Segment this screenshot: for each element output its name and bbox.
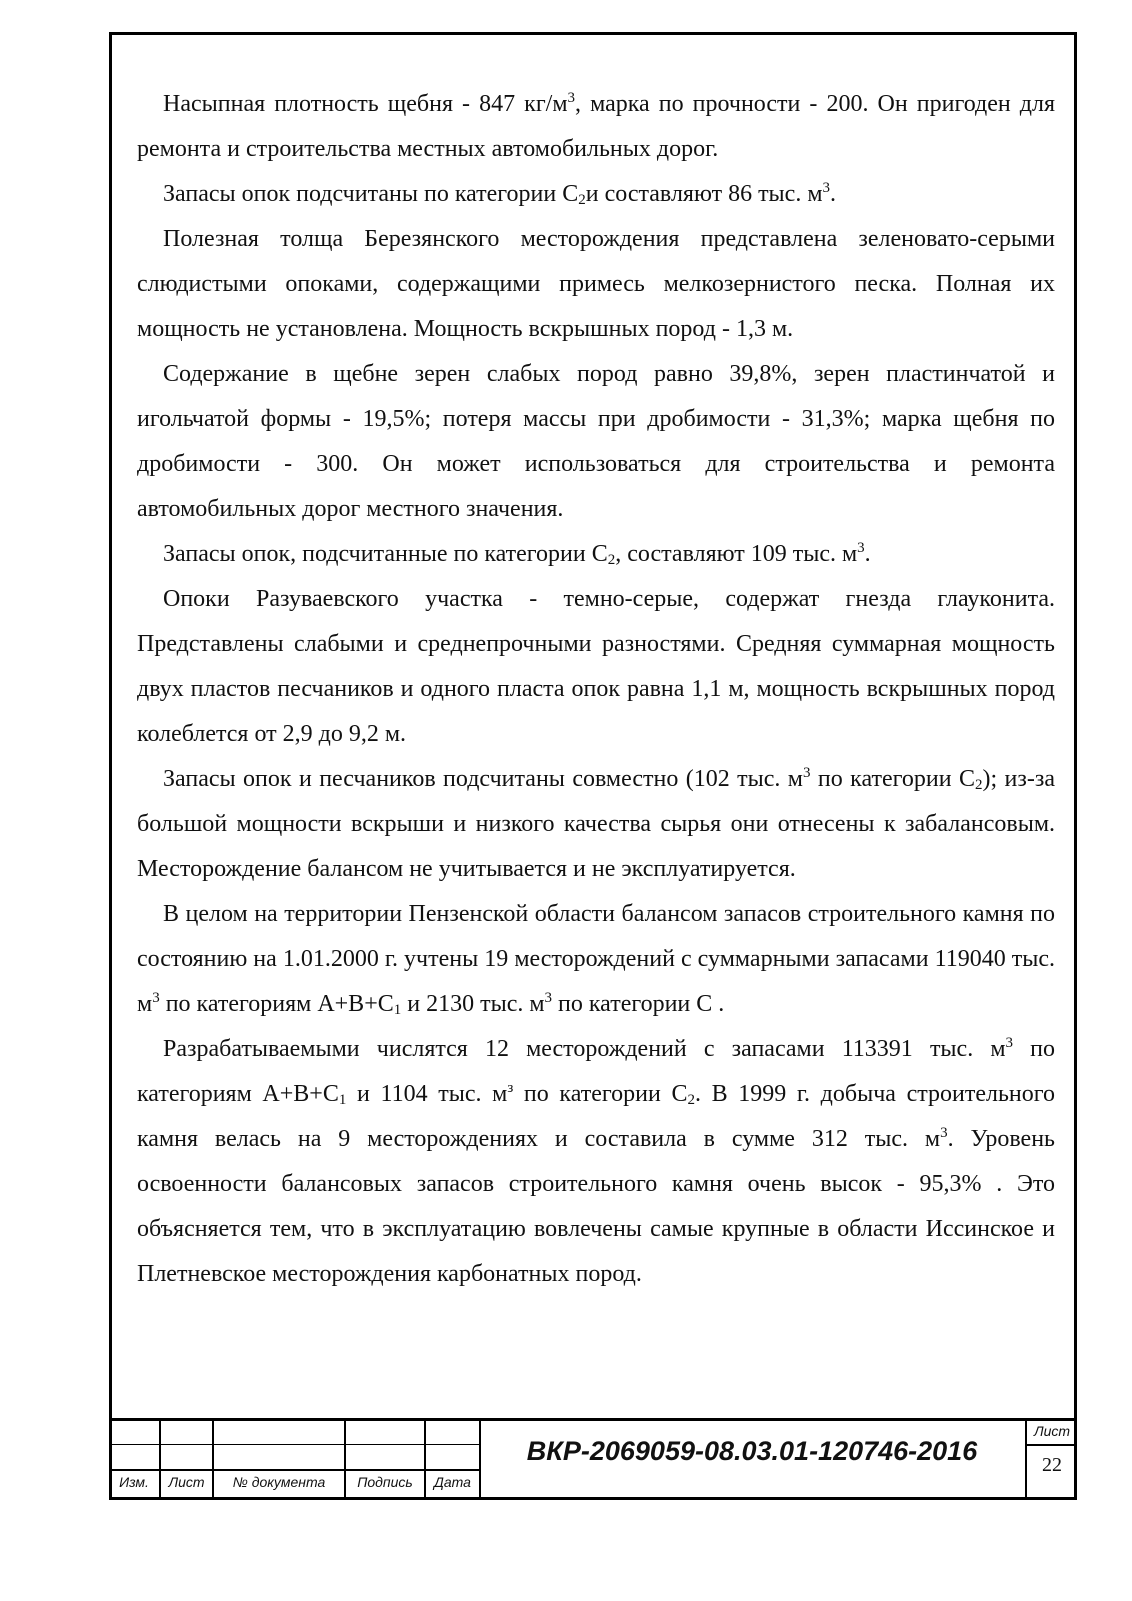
paragraph: Насыпная плотность щебня - 847 $кг/м^3$, марка по прочности - 200. Он пригоден для ремонта и строительства местных автомобильных дорог. [137, 90, 1055, 162]
sheet-number: 22 [1042, 1454, 1062, 1476]
document-code: ВКР-2069059-08.03.01-120746-2016 [526, 1436, 978, 1466]
title-block [109, 1418, 1077, 1500]
paragraph: Опоки Разуваевского участка - темно-серые, содержат гнезда глауконита. Представлены слабыми и среднепрочными разностями. Средняя суммарная мощность двух пластов песчаников и одного пласта опок равна 1,1 м, мощность вскрышных пород колеблется от 2,9 до 9,2 м. [137, 586, 1055, 747]
stamp-caption-date: Дата [434, 1474, 471, 1490]
sheet-label: Лист [1033, 1423, 1071, 1439]
stamp-caption-list: Лист [168, 1474, 205, 1490]
stamp-line [1027, 1444, 1077, 1446]
stamp-caption-signature: Подпись [357, 1474, 413, 1490]
paragraph: Запасы опок и песчаников подсчитаны совместно (102 тыс. $м^3$ по категории $С_2$); из-за большой мощности вскрыши и низкого качества сырья они отнесены к забалансовым. Месторождение балансом не учитывается и не эксплуатируется. [137, 765, 1055, 882]
paragraph: Содержание в щебне зерен слабых пород равно 39,8%, зерен пластинчатой и игольчатой формы - 19,5%; потеря массы при дробимости - 31,3%; марка щебня по дробимости - 300. Он может использоваться для строительства и ремонта автомобильных дорог местного значения. [137, 361, 1055, 522]
stamp-caption-izm: Изм. [119, 1474, 149, 1490]
stamp-line [109, 1418, 1077, 1421]
stamp-caption-document: № документа [232, 1474, 326, 1490]
document-body [137, 82, 1055, 1297]
paragraph: Запасы опок подсчитаны по категории $С_2и$ составляют 86 тыс. $м^3$. [163, 180, 837, 208]
paragraph: Полезная толща Березянского месторождения представлена зеленовато-серыми слюдистыми опоками, содержащими примесь мелкозернистого песка. Полная их мощность не установлена. Мощность вскрышных пород - 1,3 м. [137, 226, 1055, 342]
paragraph: Запасы опок, подсчитанные по категории $С_2$, составляют 109 тыс. $м^3$. [163, 540, 871, 568]
paragraph: В целом на территории Пензенской области балансом запасов строительного камня по состоянию на 1.01.2000 г. учтены 19 месторождений с суммарными запасами 119040 тыс. $м^3$ по категориям $А+В+С_1$ и 2130 тыс. $м^3$ по категории С . [137, 901, 1055, 1018]
paragraph: Разрабатываемыми числятся 12 месторождений с запасами 113391 тыс. $м^3$ по категориям $А+В+С_1$ и 1104 тыс. $м^з$ по категории $С_2$. В 1999 г. добыча строительного камня велась на 9 месторождениях и составила в сумме 312 тыс. $м^3$. Уровень освоенности балансовых запасов строительного камня очень высок - 95,3% . Это объясняется тем, что в эксплуатацию вовлечены самые крупные в области Иссинское и Плетневское месторождения карбонатных пород. [137, 1035, 1056, 1287]
